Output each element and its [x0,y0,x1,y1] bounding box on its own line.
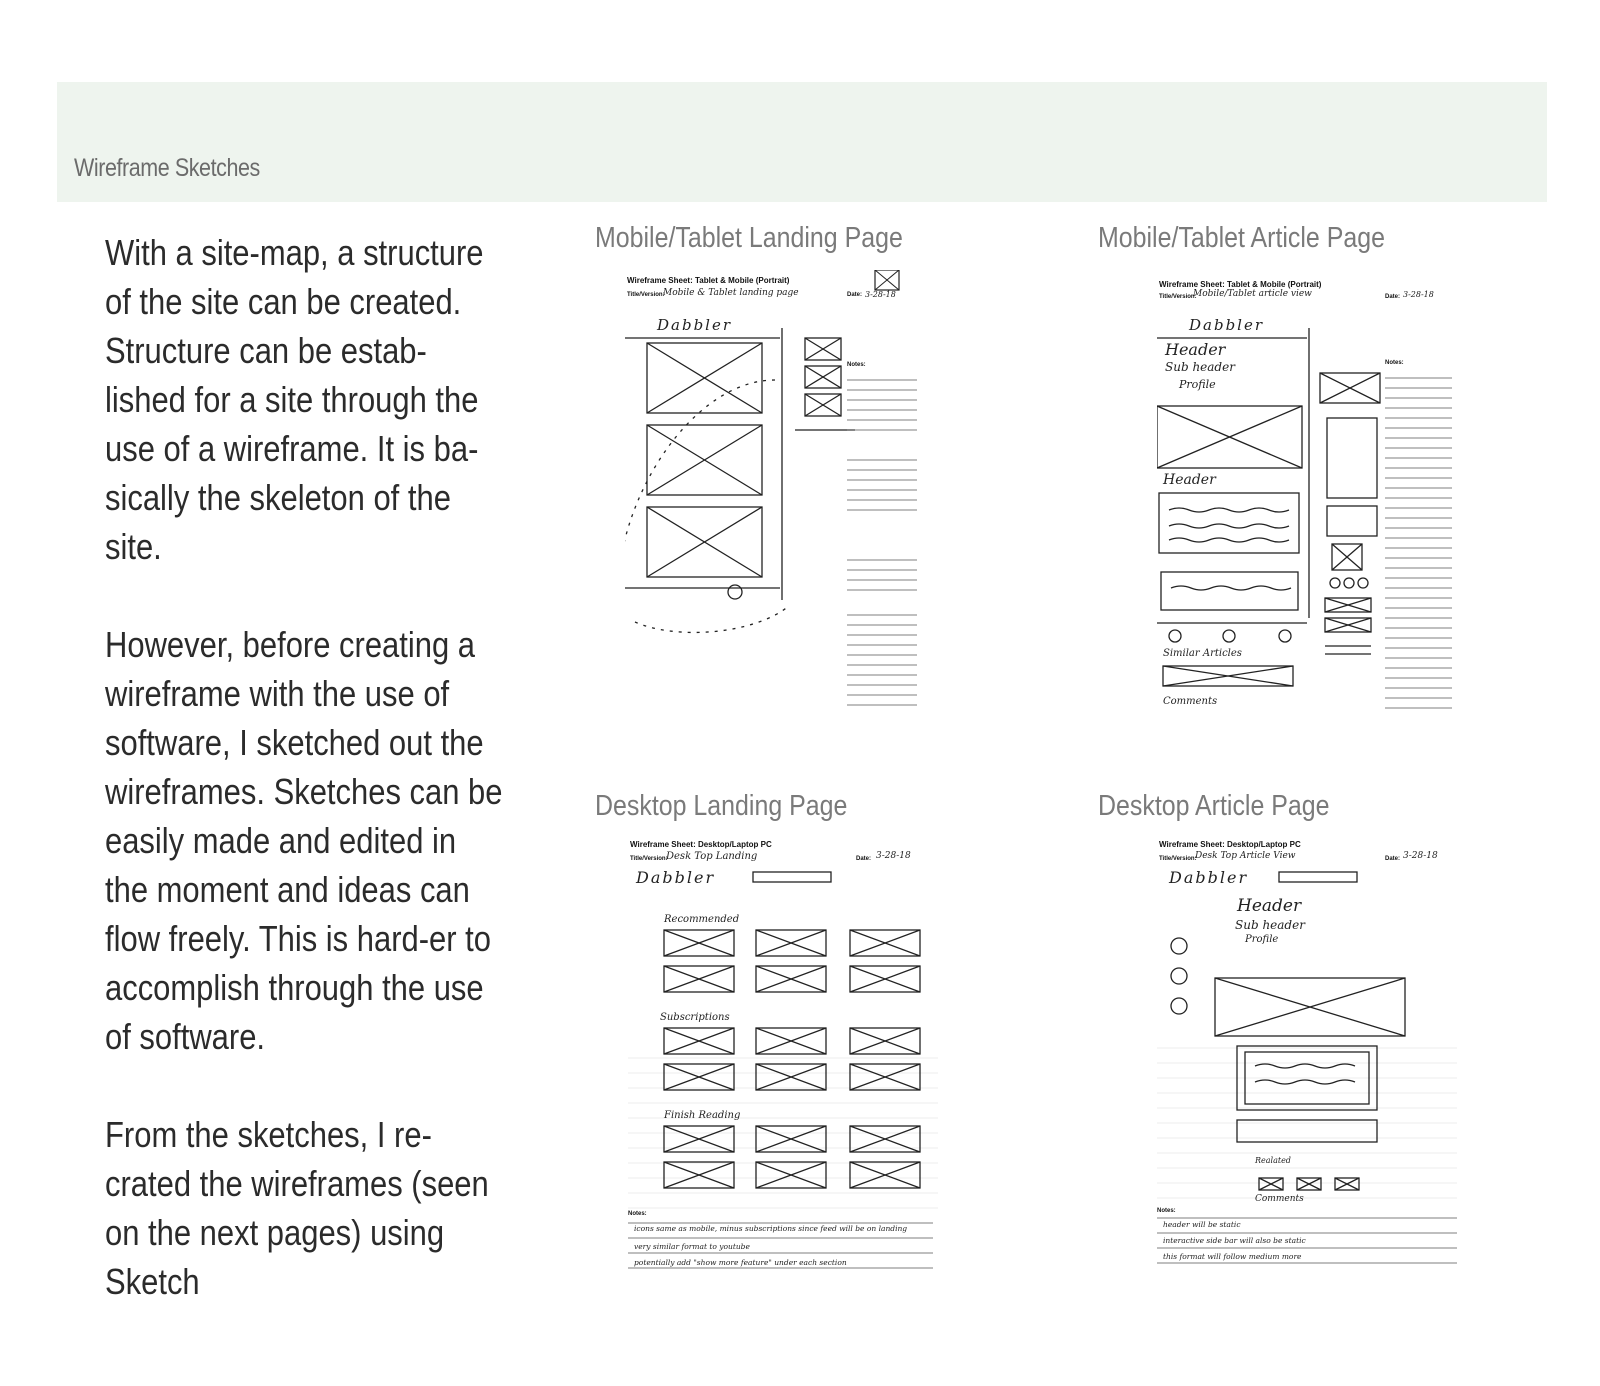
date-label: Date: [1385,294,1401,300]
note-line: icons same as mobile, minus subscriptions since feed will be on landing [634,1224,908,1233]
notes-label: Notes: [1385,360,1404,366]
comments: Comments [1163,696,1218,707]
logo: Dabbler [657,316,733,334]
body-text [105,228,505,1355]
date: 3-28-18 [865,290,896,299]
similar-articles: Similar Articles [1163,648,1242,659]
sheet-label: Wireframe Sheet: Tablet & Mobile (Portrait) [627,276,790,285]
note-line: this format will follow medium more [1163,1252,1302,1261]
logo: Dabbler [636,868,716,887]
comments-label: Comments [1255,1194,1304,1204]
sketch-drawing [1157,838,1462,1303]
sheet-label: Wireframe Sheet: Desktop/Laptop PC [1159,840,1301,849]
sketch-title: Mobile/Tablet Article Page [1098,222,1385,254]
logo: Dabbler [1169,868,1249,887]
date-label: Date: [856,856,872,862]
note-line: header will be static [1163,1220,1241,1229]
title-version: Desk Top Article View [1195,851,1296,861]
note-line: very similar format to youtube [634,1242,750,1251]
sketch-title: Desktop Landing Page [595,790,848,822]
article-subheader: Sub header [1235,918,1305,932]
title-version-label: Title/Version: [627,292,665,298]
article-profile: Profile [1179,378,1216,391]
paragraph: From the sketches, I re-crated the wireframes (seen on the next pages) using Sketch [105,1114,489,1302]
note-line: potentially add "show more feature" under each section [634,1258,847,1267]
article-subheader: Sub header [1165,360,1235,374]
section-recommended: Recommended [664,914,740,925]
paragraph: With a site-map, a structure of the site can be created. Structure can be estab-lished for a site through the use of a wireframe. It is ba-sically the skeleton of the site. [105,232,484,567]
related-label: Realated [1255,1156,1291,1165]
title-version-label: Title/Version: [1159,294,1197,300]
title-version: Mobile & Tablet landing page [663,288,799,298]
sketch-title: Desktop Article Page [1098,790,1330,822]
sheet-label: Wireframe Sheet: Desktop/Laptop PC [630,840,772,849]
logo: Dabbler [1189,316,1265,334]
date-label: Date: [847,292,863,298]
date: 3-28-18 [876,851,911,861]
notes-label: Notes: [628,1211,647,1217]
paragraph: However, before creating a wireframe with the use of software, I sketched out the wireframes. Sketches can be easily made and edited in the moment and ideas can flow freely. This is hard-er to accomplish through the use of software. [105,624,503,1057]
title-version-label: Title/Version: [1159,856,1197,862]
sheet-label: Wireframe Sheet: Tablet & Mobile (Portrait) [1159,280,1322,289]
section-finish-reading: Finish Reading [664,1110,741,1121]
title-version-label: Title/Version: [630,856,668,862]
date-label: Date: [1385,856,1401,862]
header-band [57,82,1547,202]
section-subscriptions: Subscriptions [660,1012,730,1023]
page-title: Wireframe Sketches [74,154,260,182]
sketch-drawing [628,838,948,1308]
sketch-sheet [1157,838,1462,1303]
sketch-title: Mobile/Tablet Landing Page [595,222,903,254]
date: 3-28-18 [1403,290,1434,299]
article-profile: Profile [1245,934,1279,945]
sketch-sheet [628,838,948,1308]
sketch-sheet [1157,278,1457,733]
notes-label: Notes: [847,362,866,368]
article-header: Header [1237,896,1302,916]
title-version: Desk Top Landing [666,851,758,862]
sketch-drawing [625,270,960,730]
sketch-sheet [625,270,960,730]
article-header-2: Header [1163,472,1216,488]
date: 3-28-18 [1403,851,1438,861]
note-line: interactive side bar will also be static [1163,1236,1306,1245]
article-header: Header [1165,340,1226,359]
notes-label: Notes: [1157,1208,1176,1214]
title-version: Mobile/Tablet article view [1193,289,1312,299]
